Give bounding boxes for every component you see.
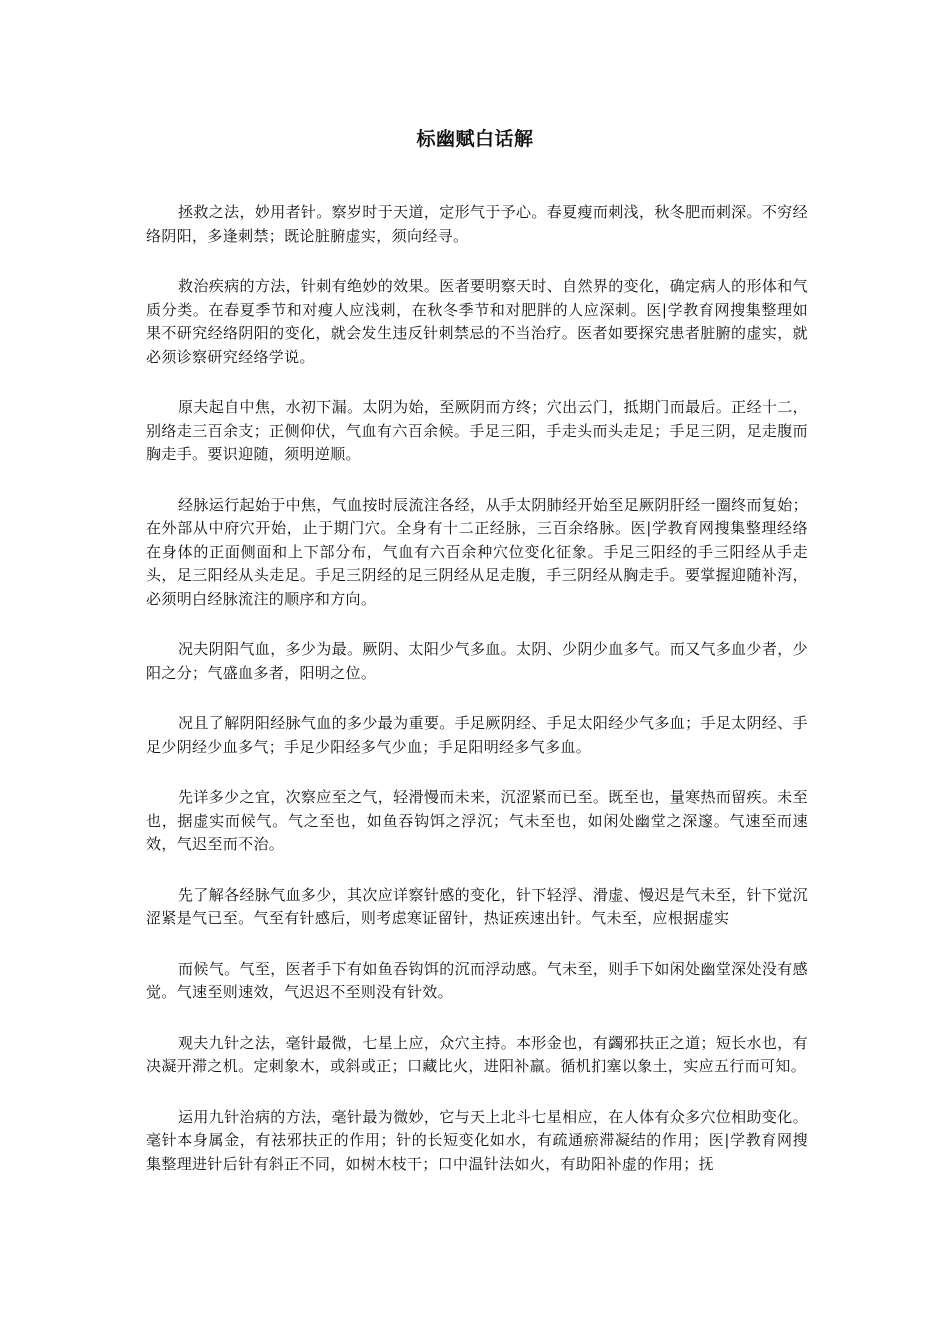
paragraph: 救治疾病的方法，针刺有绝妙的效果。医者要明察天时、自然界的变化，确定病人的形体和气质分类。在春夏季节和对瘦人应浅刺，在秋冬季节和对肥胖的人应深刺。医|学教育网搜集整理如果不研究经络阴阳的变化，就会发生违反针刺禁忌的不当治疗。医者如要探究患者脏腑的虚实，就必须诊察研究经络学说。 xyxy=(146,277,808,366)
paragraph: 况且了解阴阳经脉气血的多少最为重要。手足厥阴经、手足太阳经少气多血；手足太阴经、手足少阴经少血多气；手足少阳经多气少血；手足阳明经多气多血。 xyxy=(146,714,808,756)
paragraph: 经脉运行起始于中焦，气血按时辰流注各经，从手太阴肺经开始至足厥阴肝经一圈终而复始；在外部从中府穴开始，止于期门穴。全身有十二正经脉，三百余络脉。医|学教育网搜集整理经络在身体的正面侧面和上下部分布，气血有六百余种穴位变化征象。手足三阳经的手三阳经从手走头，足三阳经从头走足。手足三阴经的足三阴经从足走腹，手三阴经从胸走手。要掌握迎随补泻，必须明白经脉流注的顺序和方向。 xyxy=(146,495,808,608)
document-title: 标幽赋白话解 xyxy=(416,128,534,150)
paragraph: 先详多少之宜，次察应至之气，轻滑慢而未来，沉涩紧而已至。既至也，量寒热而留疾。未至也，据虚实而候气。气之至也，如鱼吞钩饵之浮沉；气未至也，如闲处幽堂之深邃。气速至而速效，气迟至而不治。 xyxy=(146,788,808,853)
paragraph: 原夫起自中焦，水初下漏。太阴为始，至厥阴而方终；穴出云门，抵期门而最后。正经十二，别络走三百余支；正侧仰伏，气血有六百余候。手足三阳，手走头而头走足；手足三阴，足走腹而胸走手。要识迎随，须明逆顺。 xyxy=(146,398,808,463)
paragraph: 而候气。气至，医者手下有如鱼吞钩饵的沉而浮动感。气未至，则手下如闲处幽堂深处没有感觉。气速至则速效，气迟迟不至则没有针效。 xyxy=(146,959,808,1001)
paragraph: 拯救之法，妙用者针。察岁时于天道，定形气于予心。春夏瘦而刺浅，秋冬肥而刺深。不穷经络阴阳，多逢刺禁；既论脏腑虚实，须向经寻。 xyxy=(146,203,808,245)
paragraph: 运用九针治病的方法，毫针最为微妙，它与天上北斗七星相应，在人体有众多穴位相助变化。毫针本身属金，有祛邪扶正的作用；针的长短变化如水，有疏通瘀滞凝结的作用；医|学教育网搜集整理进针后针有斜正不同，如树木枝干；口中温针法如火，有助阳补虚的作用；抚 xyxy=(146,1107,808,1173)
paragraph: 况夫阴阳气血，多少为最。厥阴、太阳少气多血。太阴、少阴少血多气。而又气多血少者，少阳之分；气盛血多者，阳明之位。 xyxy=(146,640,808,682)
paragraph: 观夫九针之法，毫针最微，七星上应，众穴主持。本形金也，有蠲邪扶正之道；短长水也，有决凝开滞之机。定刺象木，或斜或正；口藏比火，进阳补羸。循机扪塞以象土，实应五行而可知。 xyxy=(146,1033,808,1075)
document-body xyxy=(146,201,808,1203)
paragraph: 先了解各经脉气血多少，其次应详察针感的变化，针下轻浮、滑虚、慢迟是气未至，针下觉沉涩紧是气已至。气至有针感后，则考虑寒证留针，热证疾速出针。气未至，应根据虚实 xyxy=(146,885,808,927)
